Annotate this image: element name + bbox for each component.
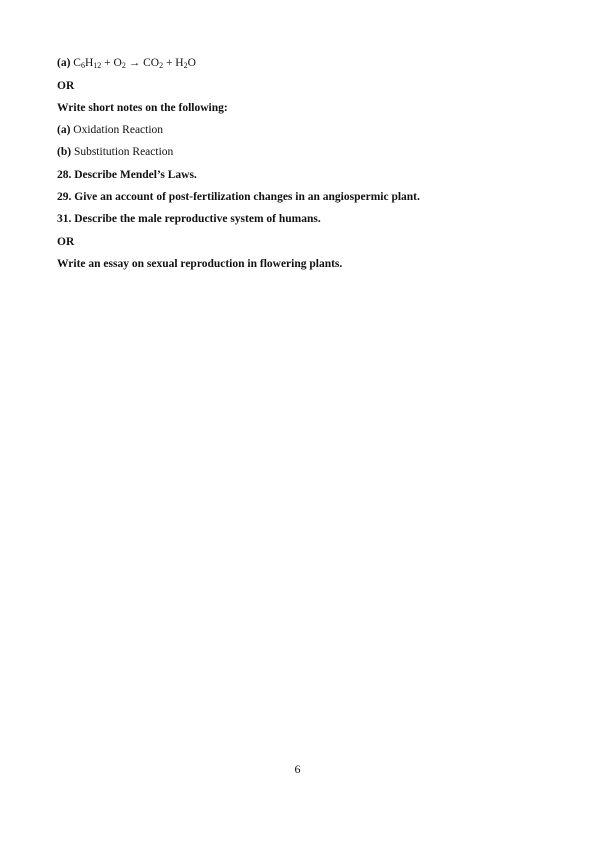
- equation-h-sub: 12: [93, 61, 102, 70]
- equation-arrow-co: → CO: [125, 57, 160, 69]
- note-a-text: Oxidation Reaction: [70, 124, 164, 136]
- question-29: 29. Give an account of post-fertilization changes in an angiospermic plant.: [57, 191, 420, 203]
- equation-plus-o: + O: [101, 57, 122, 69]
- note-b: [57, 145, 173, 159]
- equation-o-end: O: [187, 57, 196, 69]
- note-a: [57, 123, 163, 137]
- question-28: 28. Describe Mendel’s Laws.: [57, 169, 197, 181]
- equation-co2-sub: 2: [159, 61, 164, 70]
- equation-line: [57, 56, 196, 70]
- page-number: 6: [294, 762, 301, 776]
- note-a-label: (a): [57, 124, 71, 136]
- equation-o-sub: 2: [121, 61, 126, 70]
- note-b-label: (b): [57, 146, 72, 158]
- essay-question: Write an essay on sexual reproduction in flowering plants.: [57, 258, 343, 270]
- equation-label: (a): [57, 57, 71, 69]
- equation-c: C: [73, 57, 81, 69]
- equation-plus-h: + H: [163, 57, 184, 69]
- equation-c-sub: 6: [80, 61, 85, 70]
- equation-h: H: [84, 57, 94, 69]
- short-notes-heading: Write short notes on the following:: [57, 102, 228, 114]
- note-b-text: Substitution Reaction: [71, 146, 174, 158]
- or-separator-2: OR: [57, 236, 75, 248]
- equation-h2-sub: 2: [183, 61, 188, 70]
- question-31: 31. Describe the male reproductive system of humans.: [57, 213, 321, 225]
- or-separator-1: OR: [57, 80, 75, 92]
